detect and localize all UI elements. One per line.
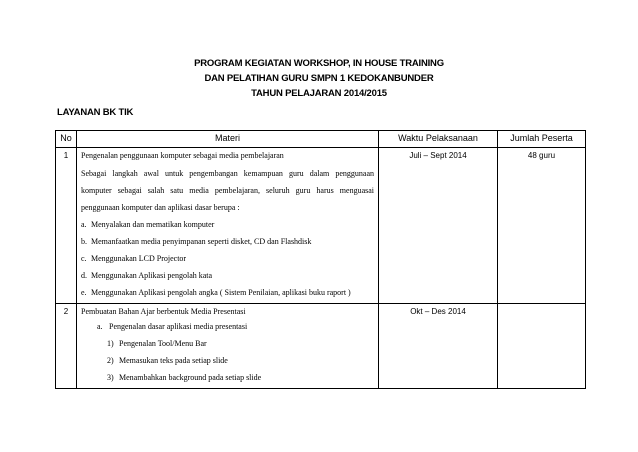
row-number: 2	[56, 304, 77, 389]
header-no: No	[56, 131, 77, 148]
table-row	[56, 148, 586, 304]
list-item: b. Memanfaatkan media penyimpanan seperti disket, CD dan Flashdisk	[81, 237, 312, 246]
list-item: a. Pengenalan dasar aplikasi media presentasi	[97, 322, 248, 331]
document-title	[0, 56, 638, 101]
row-number: 1	[56, 148, 77, 304]
list-item: 2) Memasukan teks pada setiap slide	[107, 356, 228, 365]
list-item: c. Menggunakan LCD Projector	[81, 254, 187, 263]
list-item: d. Menggunakan Aplikasi pengolah kata	[81, 271, 213, 280]
materi-intro: Sebagai langkah awal untuk pengembangan kemampuan guru dalam penggunaan komputer sebagai salah satu media pembelajaran, seluruh guru harus menguasai penggunaan komputer dan aplikasi dasar berupa :	[81, 169, 374, 212]
title-line-2: DAN PELATIHAN GURU SMPN 1 KEDOKANBUNDER	[204, 73, 434, 84]
jumlah-cell	[498, 304, 586, 389]
title-line-1: PROGRAM KEGIATAN WORKSHOP, IN HOUSE TRAINING	[194, 58, 444, 69]
table-header-row	[56, 131, 586, 148]
materi-cell	[77, 148, 379, 304]
program-table	[55, 130, 586, 389]
materi-title: Pembuatan Bahan Ajar berbentuk Media Presentasi	[81, 307, 246, 316]
list-item: a. Menyalakan dan mematikan komputer	[81, 220, 215, 229]
list-item: e. Menggunakan Aplikasi pengolah angka ( Sistem Penilaian, aplikasi buku raport )	[81, 288, 351, 297]
section-label: LAYANAN BK TIK	[57, 107, 134, 118]
header-waktu: Waktu Pelaksanaan	[379, 131, 498, 148]
header-jumlah: Jumlah Peserta	[498, 131, 586, 148]
list-item: 1) Pengenalan Tool/Menu Bar	[107, 339, 207, 348]
header-materi: Materi	[77, 131, 379, 148]
title-line-3: TAHUN PELAJARAN 2014/2015	[251, 88, 387, 99]
waktu-cell: Juli – Sept 2014	[379, 148, 498, 304]
jumlah-cell: 48 guru	[498, 148, 586, 304]
waktu-cell: Okt – Des 2014	[379, 304, 498, 389]
list-item: 3) Menambahkan background pada setiap slide	[107, 373, 262, 382]
materi-title: Pengenalan penggunaan komputer sebagai media pembelajaran	[81, 151, 284, 160]
materi-cell	[77, 304, 379, 389]
table-row	[56, 304, 586, 389]
